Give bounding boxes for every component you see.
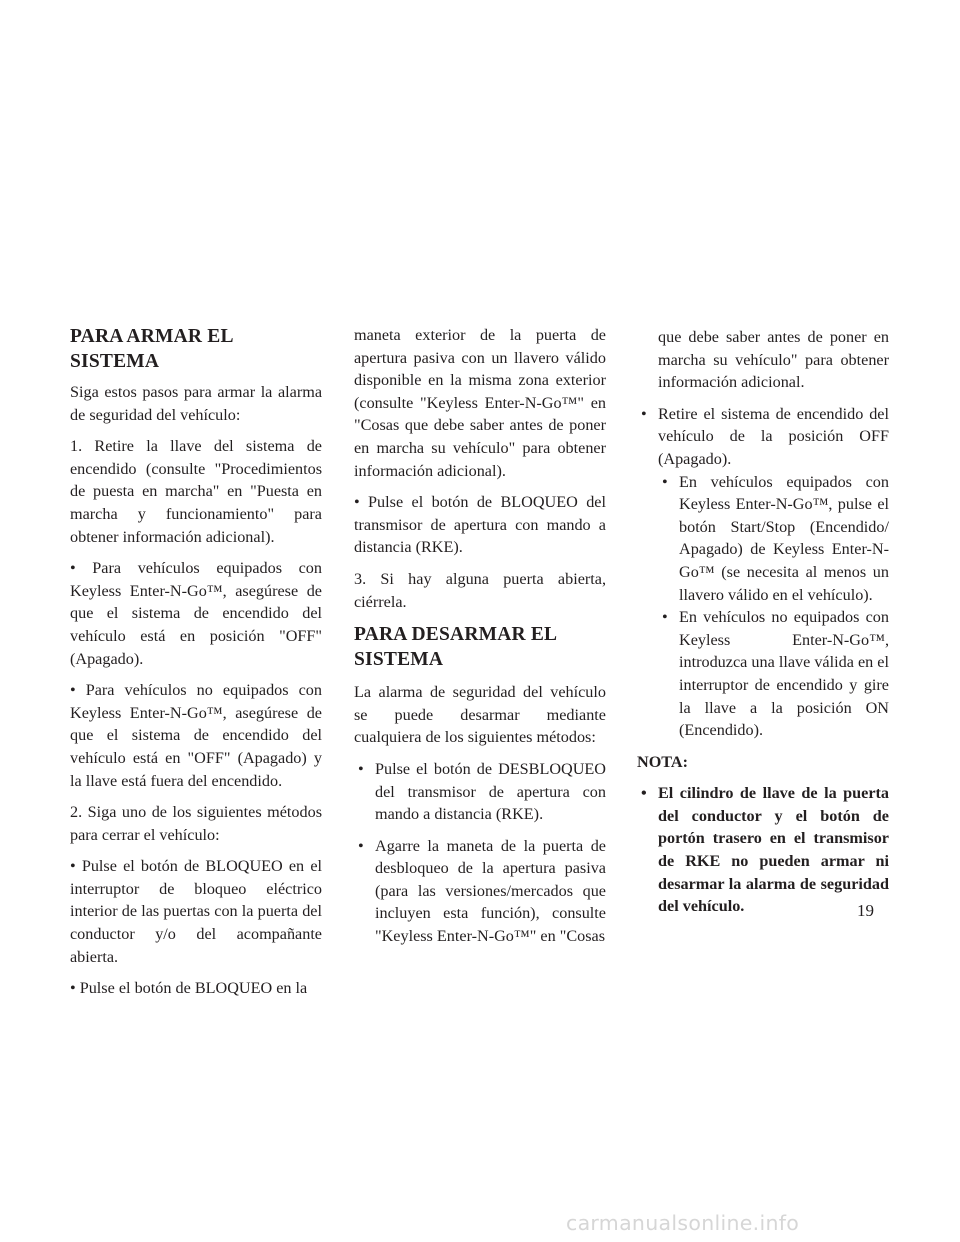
bullet-keyless: • Para vehículos equipados con Keyless Enter-N-Go™, asegúrese de que el sistema de encendido del vehículo está en posición "OFF" (Apagado). bbox=[70, 559, 322, 668]
heading-disarm-system: PARA DESARMAR EL SISTEMA bbox=[354, 624, 557, 671]
disarm-methods-list-cont bbox=[637, 403, 889, 742]
intro-disarm: La alarma de seguridad del vehículo se puede desarmar mediante cualquiera de los siguientes métodos: bbox=[354, 683, 606, 747]
note-list bbox=[637, 782, 889, 918]
step-1: 1. Retire la llave del sistema de encendido (consulte "Procedimientos de puesta en marcha" en "Puesta en marcha y funcionamiento" para obtener información adicional). bbox=[70, 437, 322, 546]
bullet-exterior-handle-start: • Pulse el botón de BLOQUEO en la bbox=[70, 979, 308, 998]
bullet-exterior-handle-cont: maneta exterior de la puerta de apertura pasiva con un llavero válido disponible en la misma zona exterior (consulte "Keyless Enter-N-Go™" en "Cosas que debe saber antes de poner en marcha su vehículo" para obtener información adicional). bbox=[354, 326, 606, 480]
bullet-interior-switch: • Pulse el botón de BLOQUEO en el interruptor de bloqueo eléctrico interior de las puertas con la puerta del conductor y/o del acompañante abierta. bbox=[70, 857, 322, 966]
list-item: • Agarre la maneta de la puerta de desbloqueo de la apertura pasiva (para las versiones/mercados que incluyen esta función), consulte "Keyless Enter-N-Go™" en "Cosas bbox=[354, 835, 606, 948]
column-2 bbox=[354, 324, 606, 957]
disarm-methods-list bbox=[354, 758, 606, 948]
watermark: carmanualsonline.info bbox=[566, 1211, 800, 1235]
list-item-continuation: que debe saber antes de poner en marcha su vehículo" para obtener información adicional. bbox=[658, 328, 889, 392]
page-number: 19 bbox=[857, 901, 874, 920]
step-2: 2. Siga uno de los siguientes métodos para cerrar el vehículo: bbox=[70, 803, 322, 844]
bullet-rke-lock: • Pulse el botón de BLOQUEO del transmisor de apertura con mando a distancia (RKE). bbox=[354, 493, 606, 557]
sub-list-item: • En vehículos equipados con Keyless Enter-N-Go™, pulse el botón Start/Stop (Encendido/ Apagado) de Keyless Enter-N-Go™ (se necesita al menos un llavero válido en el vehículo). bbox=[658, 471, 889, 607]
column-3 bbox=[637, 326, 889, 927]
list-item-text: Retire el sistema de encendido del vehículo de la posición OFF (Apagado). bbox=[658, 404, 889, 468]
sub-list bbox=[658, 471, 889, 742]
list-item: • Pulse el botón de DESBLOQUEO del transmisor de apertura con mando a distancia (RKE). bbox=[354, 758, 606, 826]
list-item bbox=[637, 403, 889, 742]
intro-arm: Siga estos pasos para armar la alarma de seguridad del vehículo: bbox=[70, 383, 322, 424]
sub-list-item: • En vehículos no equipados con Keyless Enter-N-Go™, introduzca una llave válida en el interruptor de encendido y gire la llave a la posición ON (Encendido). bbox=[658, 606, 889, 742]
column-1 bbox=[70, 324, 322, 1009]
heading-arm-system: PARA ARMAR EL SISTEMA bbox=[70, 326, 233, 372]
bullet-no-keyless: • Para vehículos no equipados con Keyless Enter-N-Go™, asegúrese de que el sistema de encendido del vehículo está en "OFF" (Apagado) y la llave está fuera del encendido. bbox=[70, 681, 322, 790]
step-3: 3. Si hay alguna puerta abierta, ciérrela. bbox=[354, 569, 606, 611]
note-label: NOTA: bbox=[637, 752, 688, 771]
note-item: • El cilindro de llave de la puerta del conductor y el botón de portón trasero en el transmisor de RKE no pueden armar ni desarmar la alarma de seguridad del vehículo. bbox=[637, 782, 889, 918]
